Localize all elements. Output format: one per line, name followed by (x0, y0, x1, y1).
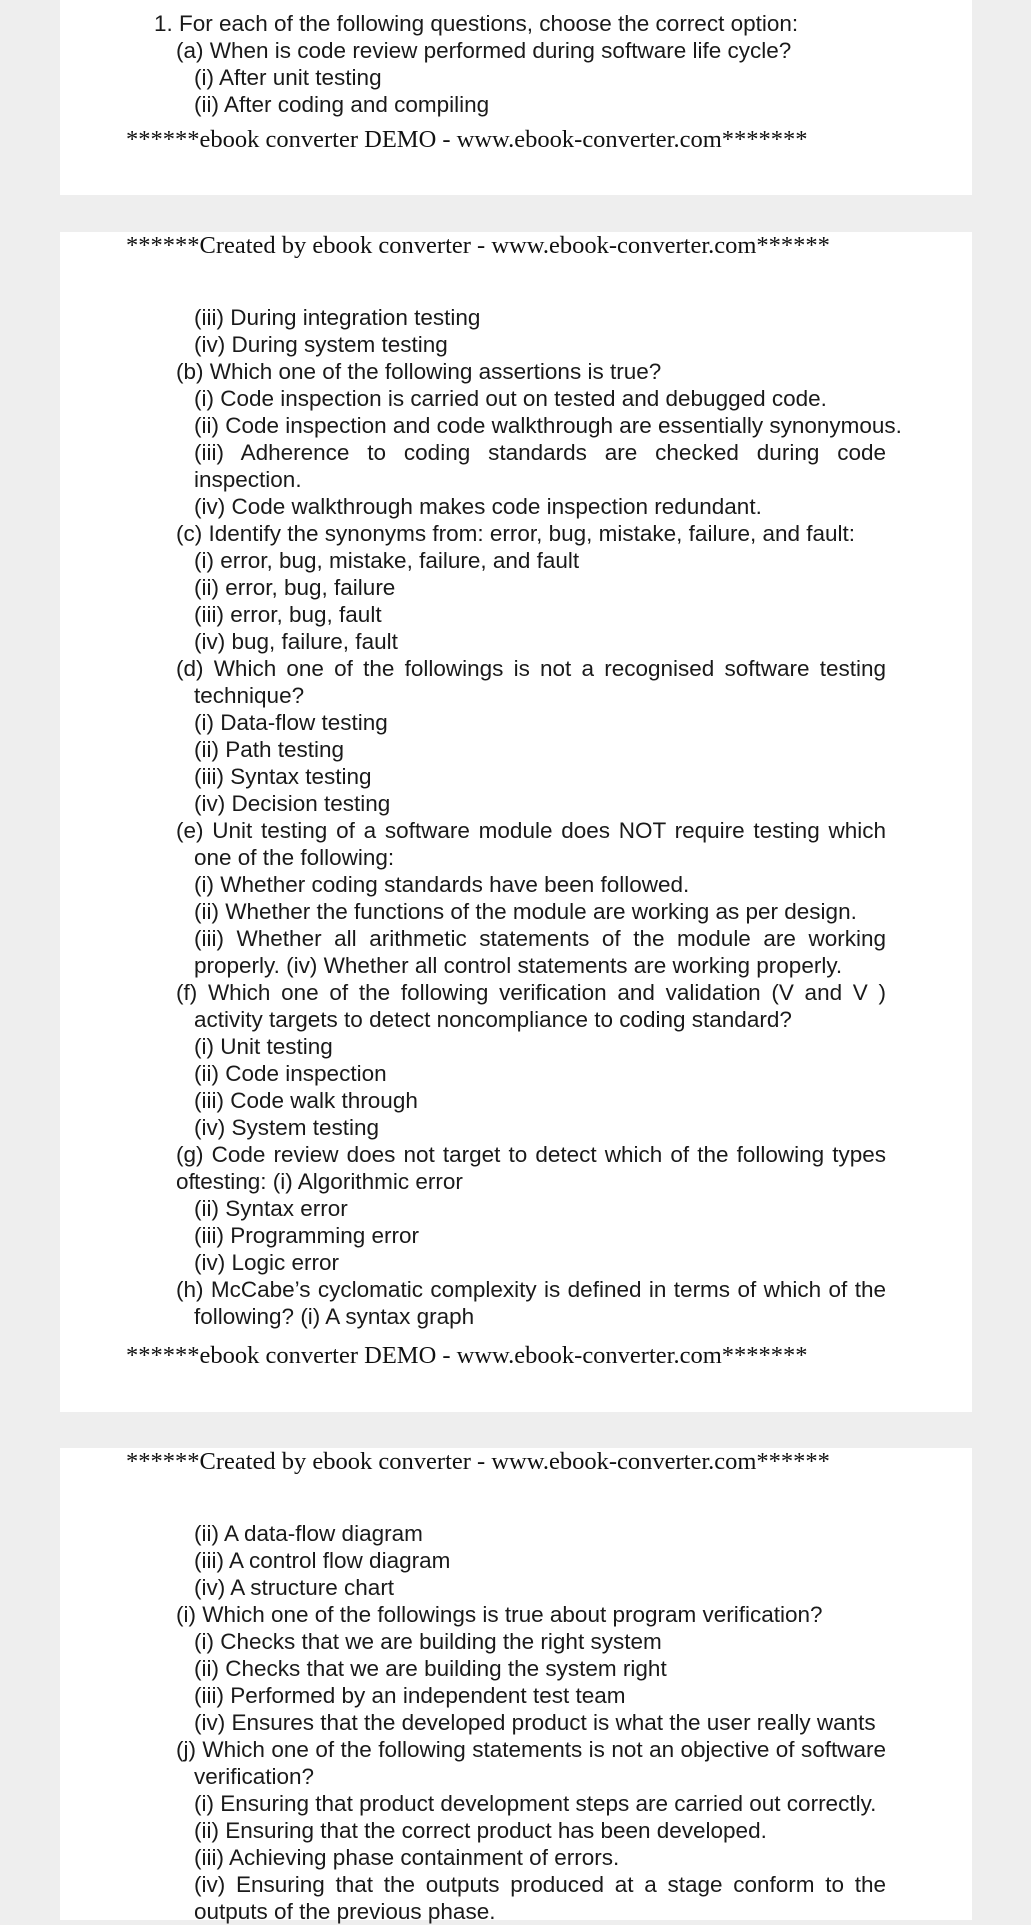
created-by-watermark: ******Created by ebook converter - www.ebook-converter.com****** (126, 232, 830, 259)
option-line: (iv) Logic error (194, 1250, 340, 1275)
option-line: (iii) error, bug, fault (194, 602, 382, 627)
question-b: (b) Which one of the following assertions is true? (176, 359, 662, 384)
question-heading: 1. For each of the following questions, choose the correct option: (154, 11, 799, 36)
option-line: properly. (iv) Whether all control statements are working properly. (194, 953, 843, 978)
option-line: (i) error, bug, mistake, failure, and fault (194, 548, 580, 573)
option-line: outputs of the previous phase. (194, 1899, 496, 1924)
option-line: (iii) Programming error (194, 1223, 420, 1248)
question-a: (a) When is code review performed during software life cycle? (176, 38, 792, 63)
option-line: (iv) During system testing (194, 332, 448, 357)
demo-watermark: ******ebook converter DEMO - www.ebook-converter.com******* (126, 126, 808, 153)
question-f-cont: activity targets to detect noncompliance to coding standard? (194, 1007, 792, 1032)
option-line: (iii) Code walk through (194, 1088, 418, 1113)
option-line: (i) Code inspection is carried out on tested and debugged code. (194, 386, 827, 411)
question-f: (f) Which one of the following verification and validation (V and V ) (176, 980, 886, 1005)
option-line: (ii) Code inspection (194, 1061, 387, 1086)
option-line: (iii) Syntax testing (194, 764, 372, 789)
created-by-watermark: ******Created by ebook converter - www.ebook-converter.com****** (126, 1448, 830, 1475)
question-d-cont: technique? (194, 683, 305, 708)
option-line: (i) Checks that we are building the right system (194, 1629, 662, 1654)
option-line: (iii) Adherence to coding standards are checked during code (194, 440, 886, 465)
option-line: (i) Ensuring that product development steps are carried out correctly. (194, 1791, 877, 1816)
question-i: (i) Which one of the followings is true about program verification? (176, 1602, 823, 1627)
option-line: (ii) error, bug, failure (194, 575, 396, 600)
question-e: (e) Unit testing of a software module does NOT require testing which (176, 818, 886, 843)
option-line: (i) Whether coding standards have been followed. (194, 872, 690, 897)
option-line: (iii) Whether all arithmetic statements of the module are working (194, 926, 886, 951)
question-g: (g) Code review does not target to detect which of the following types of (176, 1142, 886, 1194)
option-line: (i) After unit testing (194, 65, 382, 90)
option-line: (iii) Achieving phase containment of errors. (194, 1845, 620, 1870)
document-page-2 (60, 232, 972, 1412)
option-line: (ii) Code inspection and code walkthrough are essentially synonymous. (194, 413, 902, 438)
question-g-cont: testing: (i) Algorithmic error (194, 1169, 463, 1194)
document-page-3 (60, 1448, 972, 1924)
question-j-cont: verification? (194, 1764, 315, 1789)
demo-watermark: ******ebook converter DEMO - www.ebook-converter.com******* (126, 1342, 808, 1369)
option-line: (ii) Path testing (194, 737, 345, 762)
option-line: (iv) System testing (194, 1115, 380, 1140)
option-line: inspection. (194, 467, 302, 492)
question-c: (c) Identify the synonyms from: error, bug, mistake, failure, and fault: (176, 521, 856, 546)
option-line: (ii) A data-flow diagram (194, 1521, 423, 1546)
option-line: (ii) After coding and compiling (194, 92, 490, 117)
option-line: (iv) bug, failure, fault (194, 629, 398, 654)
option-line: (i) Data-flow testing (194, 710, 388, 735)
option-line: (iii) Performed by an independent test team (194, 1683, 626, 1708)
option-line: (iv) Code walkthrough makes code inspection redundant. (194, 494, 762, 519)
question-h-cont: following? (i) A syntax graph (194, 1304, 475, 1329)
option-line: (i) Unit testing (194, 1034, 333, 1059)
option-line: (ii) Whether the functions of the module are working as per design. (194, 899, 857, 924)
option-line: (ii) Checks that we are building the system right (194, 1656, 667, 1681)
option-line: (ii) Syntax error (194, 1196, 348, 1221)
option-line: (ii) Ensuring that the correct product has been developed. (194, 1818, 767, 1843)
question-h: (h) McCabe’s cyclomatic complexity is defined in terms of which of the (176, 1277, 886, 1302)
option-line: (iii) During integration testing (194, 305, 481, 330)
option-line: (iv) A structure chart (194, 1575, 395, 1600)
document-page-1 (60, 0, 972, 195)
option-line: (iv) Ensuring that the outputs produced at a stage conform to the (194, 1872, 886, 1897)
question-e-cont: one of the following: (194, 845, 395, 870)
option-line: (iii) A control flow diagram (194, 1548, 451, 1573)
question-d: (d) Which one of the followings is not a recognised software testing (176, 656, 886, 681)
question-j: (j) Which one of the following statements is not an objective of software (176, 1737, 886, 1762)
option-line: (iv) Decision testing (194, 791, 391, 816)
option-line: (iv) Ensures that the developed product is what the user really wants (194, 1710, 876, 1735)
